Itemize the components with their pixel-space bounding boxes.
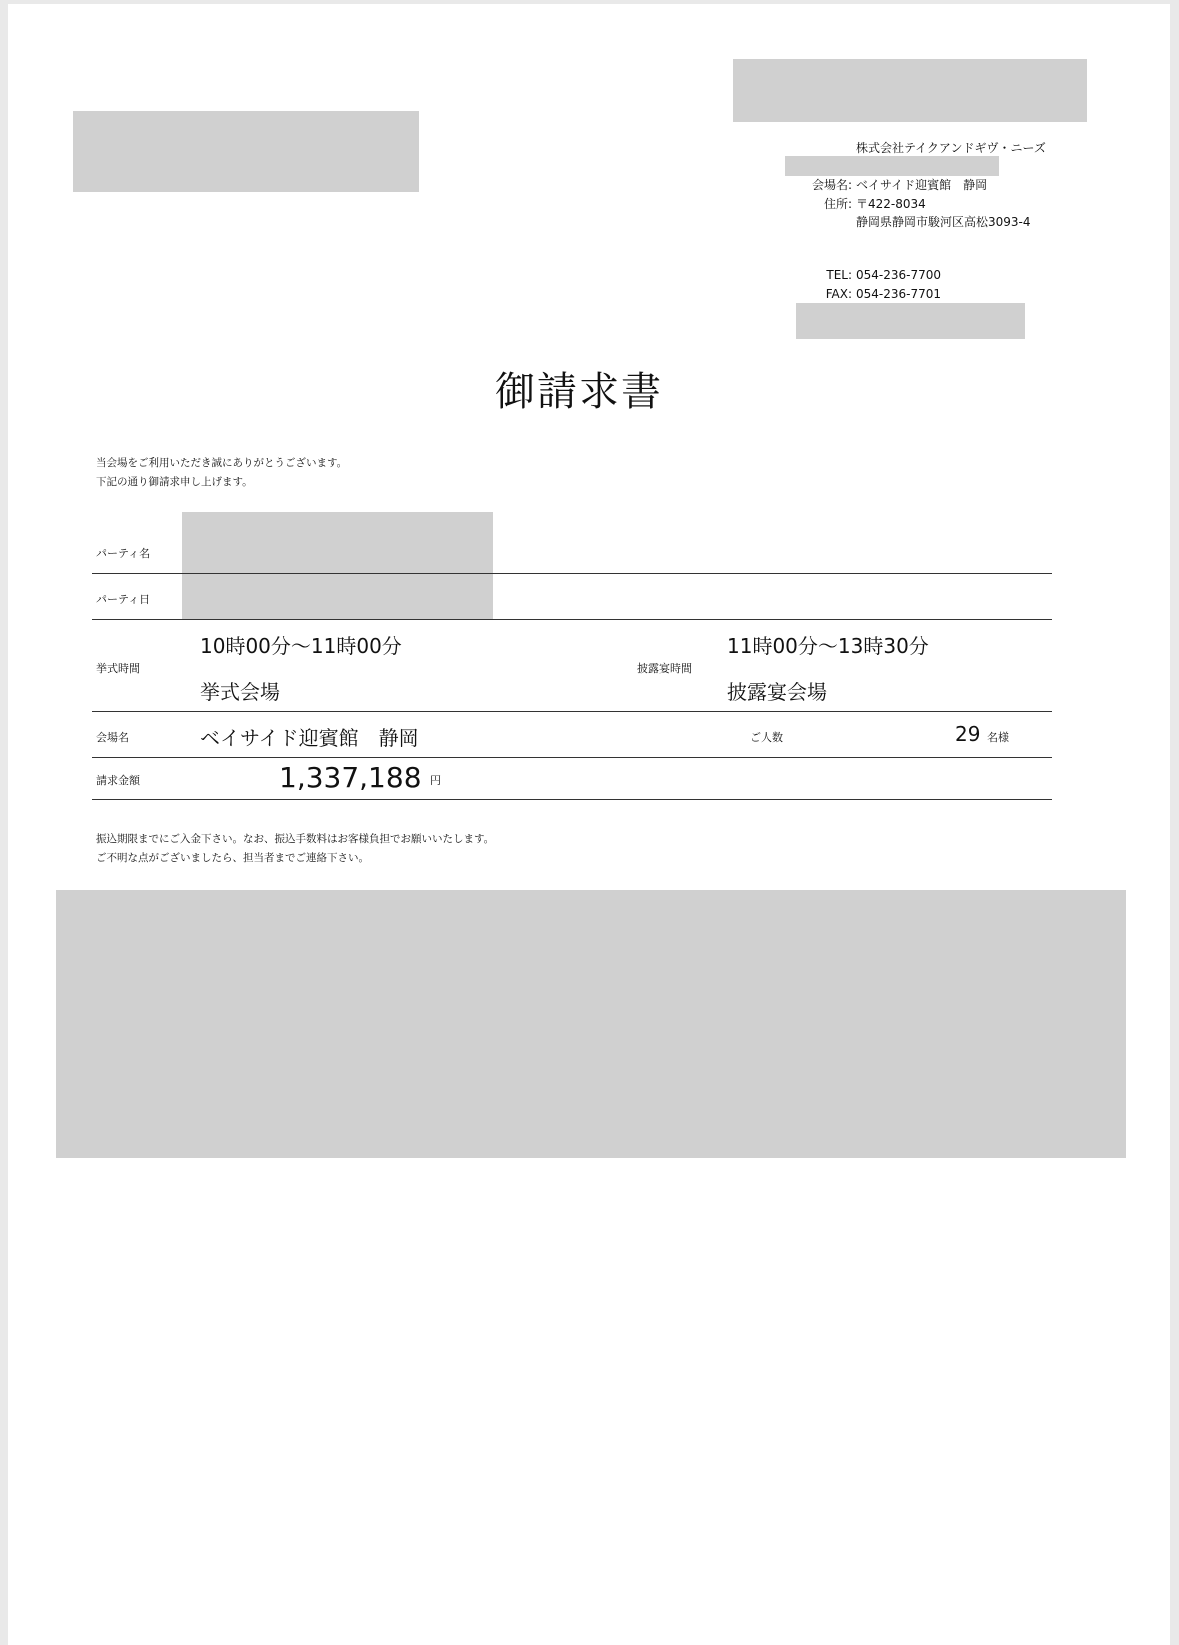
redacted-recipient [73, 111, 419, 192]
party-name-label: パーティ名 [96, 547, 151, 560]
postal-code: 〒422-8034 [856, 197, 926, 211]
fax-label: FAX: [825, 287, 852, 301]
tel-label: TEL: [826, 268, 852, 282]
guests-label: ご人数 [750, 731, 783, 744]
document-title: 御請求書 [495, 369, 663, 415]
table-divider [92, 711, 1052, 712]
guests-unit: 名様 [987, 731, 1009, 744]
reception-time-label: 披露宴時間 [637, 662, 692, 675]
amount-label: 請求金額 [96, 774, 140, 787]
amount-value: 1,337,188 [279, 761, 422, 794]
address-label: 住所: [823, 197, 852, 211]
reception-time: 11時00分～13時30分 [727, 634, 929, 658]
redacted-issuer-stamp [796, 303, 1025, 339]
amount-unit: 円 [430, 774, 441, 787]
redacted-issuer-top [733, 59, 1087, 122]
invoice-page [8, 4, 1170, 1645]
table-divider [92, 757, 1052, 758]
ceremony-time-label: 挙式時間 [96, 662, 140, 675]
venue-name: ベイサイド迎賓館 静岡 [200, 726, 419, 750]
intro-text [96, 454, 347, 492]
street-address: 静岡県静岡市駿河区高松3093-4 [856, 215, 1031, 229]
table-divider [92, 799, 1052, 800]
notes-line-2: ご不明な点がございましたら、担当者までご連絡下さい。 [96, 852, 369, 864]
redacted-details [56, 890, 1126, 1158]
venue-value: ベイサイド迎賓館 静岡 [856, 178, 988, 192]
payment-notes [96, 830, 494, 868]
company-name: 株式会社テイクアンドギヴ・ニーズ [856, 141, 1046, 155]
notes-line-1: 振込期限までにご入金下さい。なお、振込手数料はお客様負担でお願いいたします。 [96, 833, 495, 845]
tel-value: 054-236-7700 [856, 268, 942, 282]
ceremony-venue: 挙式会場 [200, 680, 280, 704]
intro-line-2: 下記の通り御請求申し上げます。 [96, 476, 253, 488]
ceremony-time: 10時00分～11時00分 [200, 634, 402, 658]
fax-value: 054-236-7701 [856, 287, 942, 301]
redacted-party-info [182, 512, 493, 620]
venue-label: 会場名: [811, 178, 852, 192]
party-date-label: パーティ日 [96, 593, 151, 606]
table-divider [92, 619, 1052, 620]
guests-count: 29 [955, 722, 981, 746]
reception-venue: 披露宴会場 [727, 680, 827, 704]
table-divider [92, 573, 1052, 574]
intro-line-1: 当会場をご利用いただき誠にありがとうございます。 [96, 457, 348, 469]
redacted-issuer-line [785, 156, 999, 176]
venue-name-label: 会場名 [96, 731, 129, 744]
